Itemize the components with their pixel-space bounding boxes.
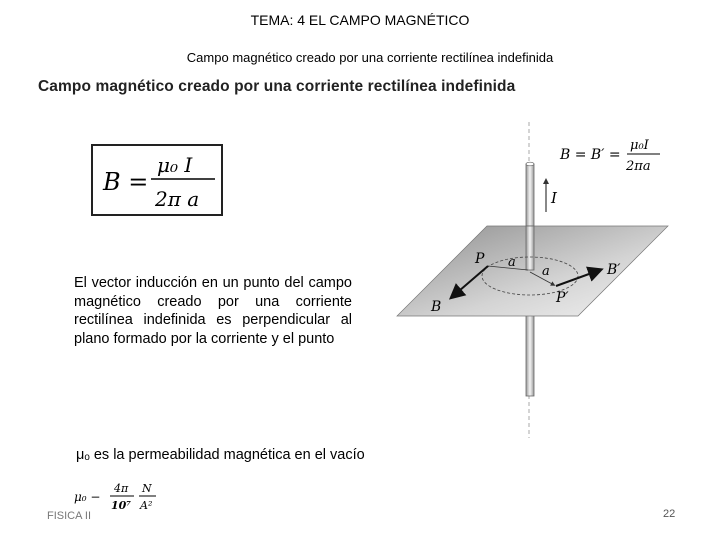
svg-text:2πa: 2πa	[626, 159, 651, 174]
footer-course: FISICA II	[47, 510, 92, 522]
svg-text:μ₀ −: μ₀ −	[74, 490, 101, 504]
formula-lhs: B =	[103, 168, 149, 196]
svg-text:B: B	[431, 299, 442, 315]
svg-text:A²: A²	[140, 499, 153, 512]
svg-text:B′: B′	[607, 262, 621, 278]
permeability-text: μₒ es la permeabilidad magnética en el vacío	[76, 447, 365, 463]
svg-text:μ₀I: μ₀I	[630, 138, 649, 153]
svg-text:N: N	[142, 482, 152, 495]
svg-text:P: P	[475, 251, 485, 267]
svg-text:P′: P′	[556, 290, 569, 306]
slide-subtitle: Campo magnético creado por una corriente rectilínea indefinida	[186, 50, 554, 65]
svg-text:a: a	[542, 264, 550, 279]
formula-denominator: 2π a	[155, 187, 200, 211]
description-text: El vector inducción en un punto del campo magnético creado por una corriente rectilínea indefinida es perpendicular al plano formado por la corriente y el punto	[74, 275, 352, 347]
svg-text:a: a	[508, 255, 516, 270]
svg-text:4π: 4π	[114, 482, 129, 495]
slide-title: TEMA: 4 EL CAMPO MAGNÉTICO	[250, 12, 470, 28]
page-number: 22	[663, 508, 676, 520]
svg-text:B = B′ =: B = B′ =	[560, 147, 621, 163]
svg-text:10⁷: 10⁷	[111, 499, 132, 512]
svg-text:I: I	[551, 189, 557, 207]
formula-numerator: μ₀ I	[157, 153, 193, 177]
section-heading: Campo magnético creado por una corriente rectilínea indefinida	[38, 78, 516, 95]
